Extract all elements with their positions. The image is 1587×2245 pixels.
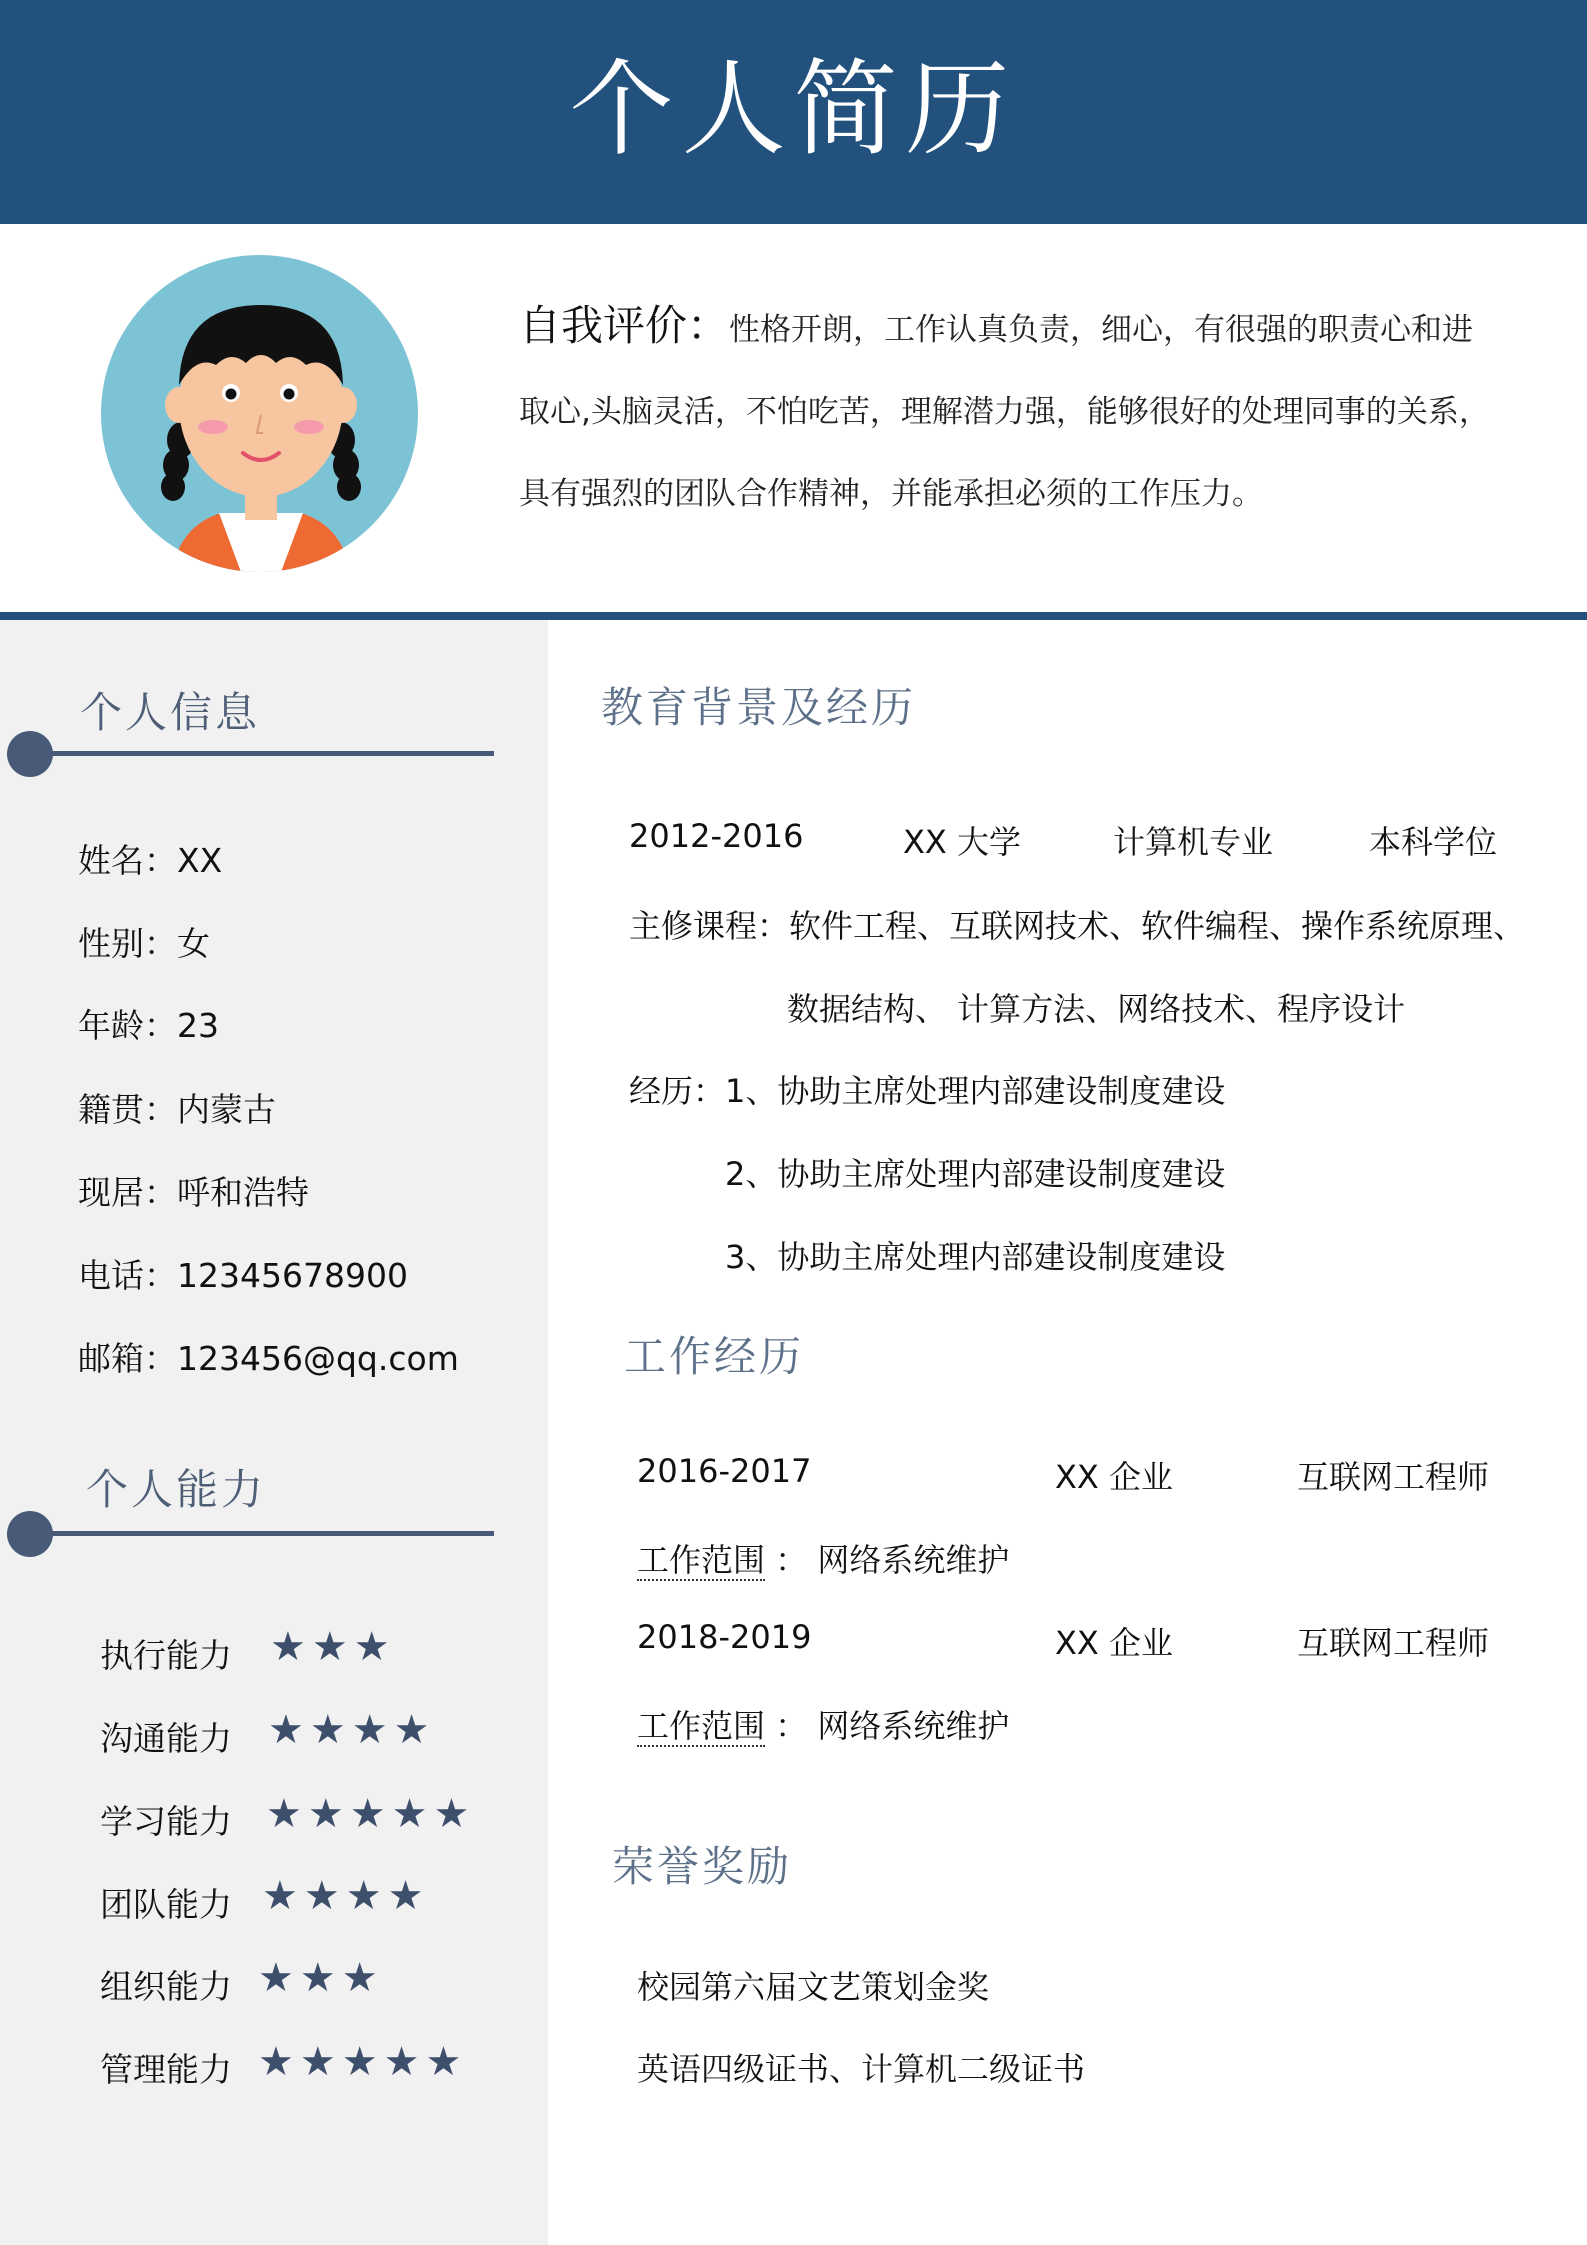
info-age: 年龄：23 bbox=[78, 1006, 219, 1045]
edu-major: 计算机专业 bbox=[1113, 823, 1274, 861]
work-2-scope-line: 工作范围 ： 网络系统维护 bbox=[637, 1707, 1010, 1745]
ability-teamwork-label: 团队能力 bbox=[100, 1885, 232, 1924]
work-1-company: XX 企业 bbox=[1055, 1458, 1174, 1496]
work-2-years: 2018-2019 bbox=[637, 1618, 812, 1656]
page-title: 个人简历 bbox=[569, 48, 1018, 170]
section-divider bbox=[0, 612, 1587, 620]
info-gender: 性别：女 bbox=[78, 924, 210, 963]
self-evaluation-label: 自我评价： bbox=[519, 301, 730, 350]
header-banner bbox=[0, 0, 1587, 224]
edu-experience-2: 2、协助主席处理内部建设制度建设 bbox=[725, 1155, 1226, 1193]
work-1-scope-label[interactable]: 工作范围 bbox=[637, 1541, 766, 1579]
ability-learning-stars-icon: ★★★★★ bbox=[266, 1791, 476, 1837]
edu-school: XX 大学 bbox=[903, 823, 1022, 861]
info-residence: 现居：呼和浩特 bbox=[78, 1173, 309, 1212]
work-2-scope-label[interactable]: 工作范围 bbox=[637, 1707, 766, 1745]
edu-courses-line-1: 软件工程、互联网技术、软件编程、操作系统原理、 bbox=[789, 907, 1526, 945]
abilities-rule bbox=[30, 1531, 494, 1536]
info-phone: 电话：12345678900 bbox=[78, 1256, 408, 1295]
work-1-role: 互联网工程师 bbox=[1297, 1458, 1490, 1496]
ability-learning-label: 学习能力 bbox=[100, 1802, 232, 1841]
self-evaluation-line-3: 具有强烈的团队合作精神，并能承担必须的工作压力。 bbox=[519, 476, 1263, 512]
info-email: 邮箱：123456@qq.com bbox=[78, 1339, 459, 1378]
personal-info-dot-icon bbox=[7, 731, 53, 777]
abilities-dot-icon bbox=[7, 1511, 53, 1557]
self-evaluation-text-1: 性格开朗，工作认真负责，细心，有很强的职责心和进 bbox=[729, 312, 1474, 348]
honor-item-2: 英语四级证书、计算机二级证书 bbox=[637, 2050, 1086, 2088]
ability-organization-label: 组织能力 bbox=[100, 1967, 232, 2006]
work-1-years: 2016-2017 bbox=[637, 1452, 812, 1490]
ability-execution-label: 执行能力 bbox=[100, 1636, 232, 1675]
work-title: 工作经历 bbox=[624, 1332, 805, 1381]
edu-experience-1: 1、协助主席处理内部建设制度建设 bbox=[725, 1072, 1226, 1110]
ability-communication-label: 沟通能力 bbox=[100, 1719, 232, 1758]
avatar-illustration bbox=[101, 255, 418, 572]
info-name: 姓名：XX bbox=[78, 841, 223, 880]
edu-experience-3: 3、协助主席处理内部建设制度建设 bbox=[725, 1238, 1226, 1276]
ability-organization-stars-icon: ★★★ bbox=[258, 1955, 384, 2001]
honor-item-1: 校园第六届文艺策划金奖 bbox=[637, 1968, 990, 2006]
edu-experience-label: 经历： bbox=[629, 1072, 726, 1110]
abilities-title: 个人能力 bbox=[86, 1465, 267, 1514]
personal-info-title: 个人信息 bbox=[80, 688, 261, 737]
self-evaluation-line-1 bbox=[519, 285, 1529, 371]
edu-courses-line-2: 数据结构、 计算方法、网络技术、程序设计 bbox=[787, 990, 1406, 1028]
info-hometown: 籍贯：内蒙古 bbox=[78, 1090, 276, 1129]
education-title: 教育背景及经历 bbox=[601, 683, 917, 732]
edu-years: 2012-2016 bbox=[629, 817, 804, 855]
ability-communication-stars-icon: ★★★★ bbox=[268, 1707, 436, 1753]
personal-info-rule bbox=[30, 751, 494, 756]
edu-degree: 本科学位 bbox=[1369, 823, 1498, 861]
self-evaluation-line-2: 取心,头脑灵活，不怕吃苦，理解潜力强，能够很好的处理同事的关系， bbox=[519, 394, 1490, 430]
ability-teamwork-stars-icon: ★★★★ bbox=[262, 1873, 430, 1919]
work-1-scope-line: 工作范围 ： 网络系统维护 bbox=[637, 1541, 1010, 1579]
work-2-company: XX 企业 bbox=[1055, 1624, 1174, 1662]
honors-title: 荣誉奖励 bbox=[612, 1842, 793, 1891]
ability-management-stars-icon: ★★★★★ bbox=[258, 2039, 468, 2085]
work-2-role: 互联网工程师 bbox=[1297, 1624, 1490, 1662]
ability-management-label: 管理能力 bbox=[100, 2050, 232, 2089]
edu-courses-label: 主修课程： bbox=[629, 907, 790, 945]
ability-execution-stars-icon: ★★★ bbox=[270, 1624, 396, 1670]
self-evaluation bbox=[519, 285, 1529, 535]
